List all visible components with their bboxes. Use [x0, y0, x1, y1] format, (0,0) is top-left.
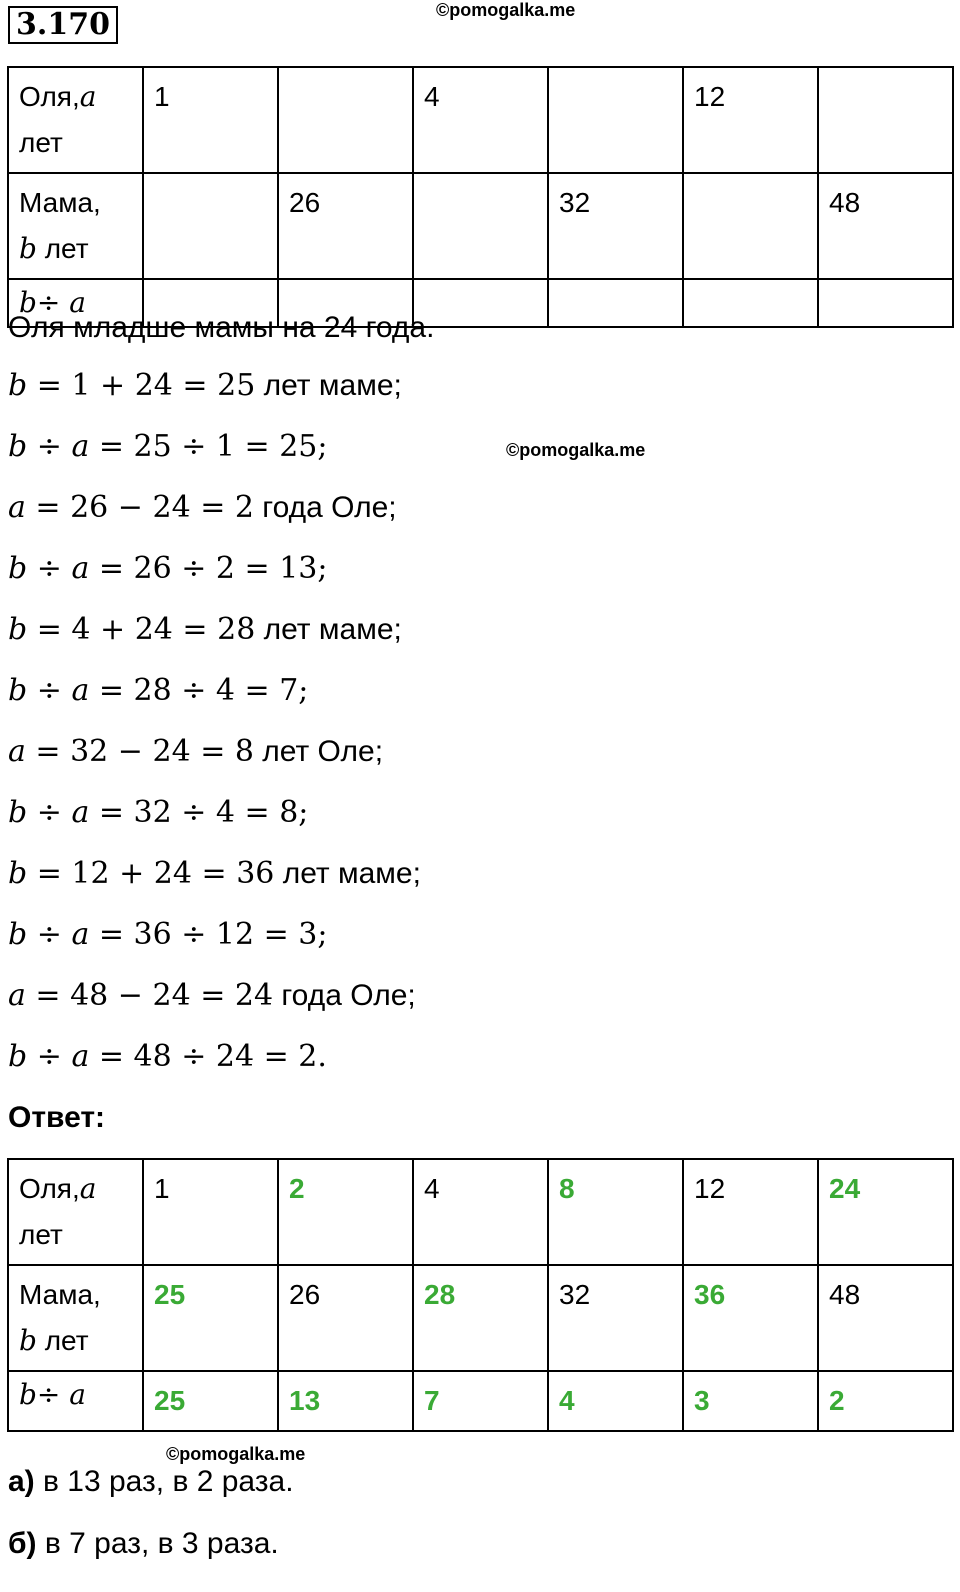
table-cell: 1 — [143, 1159, 278, 1265]
solution-step — [8, 610, 402, 650]
step-math: b ÷ a = 25 ÷ 1 = 25; — [8, 429, 328, 464]
table-cell: 1 — [143, 67, 278, 173]
solution-step — [8, 732, 383, 772]
row-label-olya: Оля,a лет — [8, 1159, 143, 1265]
step-math: b ÷ a = 26 ÷ 2 = 13; — [8, 551, 328, 586]
answer-table — [7, 1158, 954, 1432]
answer-a: а) в 13 раз, в 2 раза. — [8, 1465, 294, 1498]
step-math: b ÷ a = 32 ÷ 4 = 8; — [8, 795, 309, 830]
table-row — [8, 1265, 953, 1371]
table-cell — [683, 173, 818, 279]
table-cell — [683, 279, 818, 327]
table-cell — [413, 173, 548, 279]
solution-step — [8, 793, 308, 833]
solution-step — [8, 1037, 327, 1077]
step-math: a = 48 − 24 = 24 — [8, 978, 274, 1013]
answer-b: б) в 7 раз, в 3 раза. — [8, 1527, 279, 1560]
step-text: лет маме; — [255, 613, 402, 646]
row-label-mama: Мама, b лет — [8, 1265, 143, 1371]
step-math: a = 26 − 24 = 2 — [8, 490, 254, 525]
table-cell: 32 — [548, 1265, 683, 1371]
table-cell: 25 — [143, 1371, 278, 1431]
table-cell: 12 — [683, 67, 818, 173]
table-cell: 26 — [278, 173, 413, 279]
table-cell: 28 — [413, 1265, 548, 1371]
step-math: a = 32 − 24 = 8 — [8, 734, 254, 769]
solution-step — [8, 549, 328, 589]
watermark-top: ©pomogalka.me — [436, 0, 576, 20]
table-cell: 4 — [548, 1371, 683, 1431]
row-label-olya: Оля,a лет — [8, 67, 143, 173]
table-cell: 32 — [548, 173, 683, 279]
solution-step — [8, 854, 421, 894]
table-cell — [548, 279, 683, 327]
table-cell: 24 — [818, 1159, 953, 1265]
table-cell: 2 — [278, 1159, 413, 1265]
intro-text: Оля младше мамы на 24 года. — [8, 311, 435, 344]
table-cell: 4 — [413, 1159, 548, 1265]
solution-step — [8, 671, 308, 711]
answer-label: Ответ: — [8, 1101, 106, 1134]
table-cell: 4 — [413, 67, 548, 173]
watermark-bottom: ©pomogalka.me — [166, 1444, 306, 1464]
table-cell — [818, 279, 953, 327]
step-math: b ÷ a = 48 ÷ 24 = 2. — [8, 1039, 327, 1074]
row-label-ratio: b÷ a — [8, 1371, 143, 1431]
step-text: года Оле; — [273, 979, 416, 1012]
problem-number: 3.170 — [8, 6, 118, 44]
table-cell: 26 — [278, 1265, 413, 1371]
table-cell: 48 — [818, 173, 953, 279]
step-text: лет маме; — [255, 369, 402, 402]
solution-step — [8, 976, 416, 1016]
step-text: лет маме; — [274, 857, 421, 890]
table-cell — [278, 67, 413, 173]
step-text: лет Оле; — [253, 735, 384, 768]
table-row — [8, 67, 953, 173]
table-cell: 48 — [818, 1265, 953, 1371]
table-cell: 8 — [548, 1159, 683, 1265]
problem-table — [7, 66, 954, 328]
table-cell: 3 — [683, 1371, 818, 1431]
table-cell — [143, 173, 278, 279]
table-cell: 12 — [683, 1159, 818, 1265]
step-math: b = 1 + 24 = 25 — [8, 368, 256, 403]
watermark-middle: ©pomogalka.me — [506, 440, 646, 460]
step-math: b = 12 + 24 = 36 — [8, 856, 275, 891]
table-row — [8, 173, 953, 279]
table-row — [8, 1371, 953, 1431]
solution-step — [8, 366, 402, 406]
table-cell: 36 — [683, 1265, 818, 1371]
table-cell — [818, 67, 953, 173]
solution-step — [8, 488, 397, 528]
solution-step — [8, 427, 328, 467]
solution-step — [8, 915, 328, 955]
table-cell — [548, 67, 683, 173]
table-cell: 25 — [143, 1265, 278, 1371]
table-cell: 13 — [278, 1371, 413, 1431]
step-text: года Оле; — [253, 491, 397, 524]
row-label-mama: Мама, b лет — [8, 173, 143, 279]
row-label-ratio: b÷ a — [8, 279, 143, 327]
step-math: b ÷ a = 28 ÷ 4 = 7; — [8, 673, 309, 708]
table-cell: 2 — [818, 1371, 953, 1431]
table-cell: 7 — [413, 1371, 548, 1431]
table-row — [8, 1159, 953, 1265]
step-math: b = 4 + 24 = 28 — [8, 612, 256, 647]
step-math: b ÷ a = 36 ÷ 12 = 3; — [8, 917, 328, 952]
